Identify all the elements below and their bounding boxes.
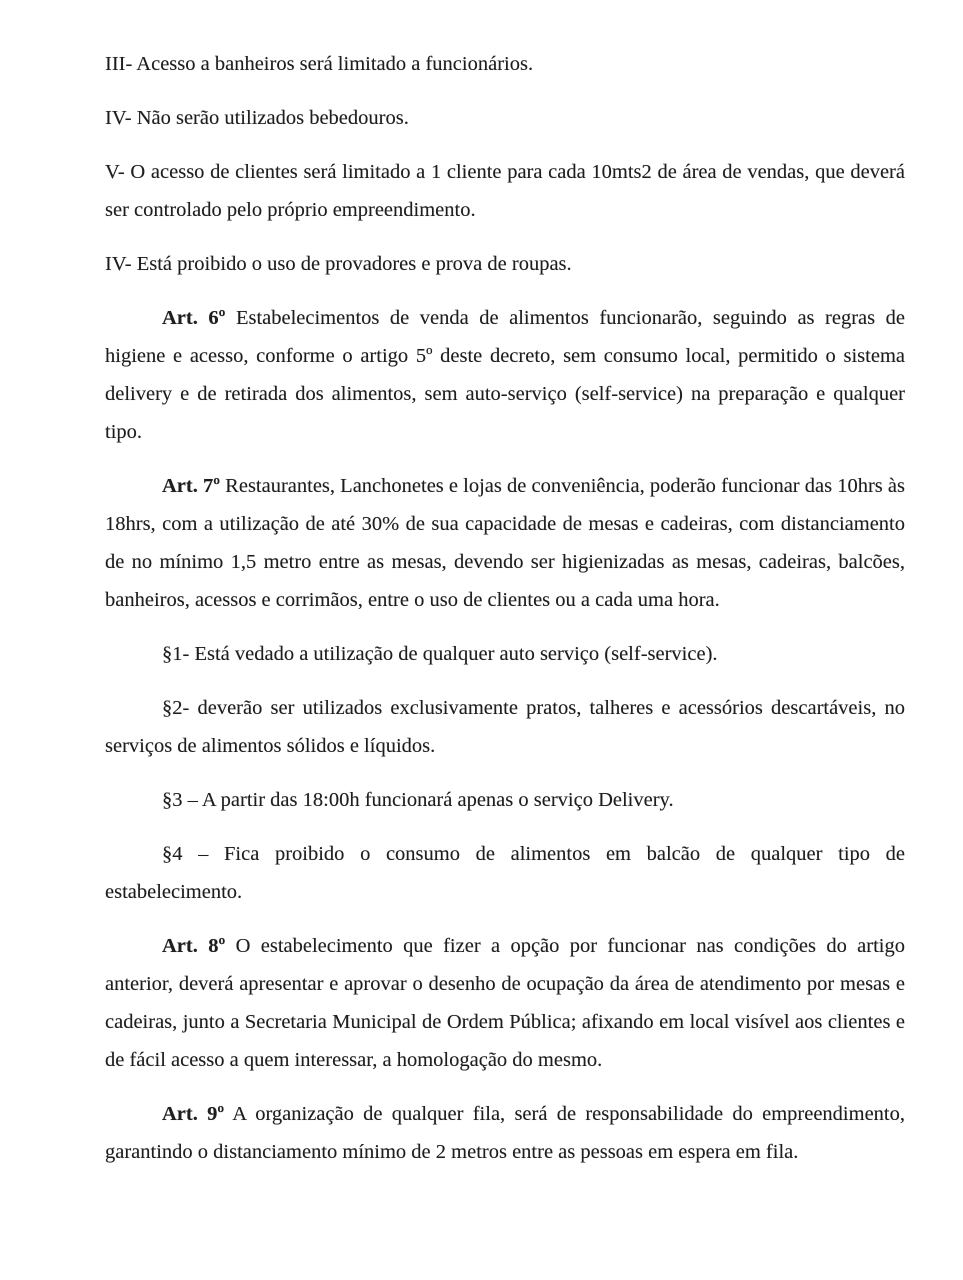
article-9-text: A organização de qualquer fila, será de responsabilidade do empreendimento, garantindo o distanciamento mínimo de 2 metros entre as pessoas em espera em fila.: [105, 1103, 905, 1163]
clause-paragraph-4: [105, 835, 905, 911]
list-item-iii: [105, 45, 905, 83]
document-body: [105, 45, 905, 1171]
list-item-iv-2: [105, 245, 905, 283]
article-7-text: Restaurantes, Lanchonetes e lojas de conveniência, poderão funcionar das 10hrs às 18hrs, com a utilização de até 30% de sua capacidade de mesas e cadeiras, com distanciamento de no mínimo 1,5 metro entre as mesas, devendo ser higienizadas as mesas, cadeiras, balcões, banheiros, acessos e corrimãos, entre o uso de clientes ou a cada uma hora.: [105, 475, 906, 611]
list-item-iv-text: IV- Não serão utilizados bebedouros.: [105, 107, 409, 129]
article-6: [105, 299, 905, 451]
list-item-iv: [105, 99, 905, 137]
article-8-label: Art. 8º: [162, 935, 226, 957]
clause-paragraph-1-text: §1- Está vedado a utilização de qualquer auto serviço (self-service).: [162, 643, 718, 665]
list-item-iv-2-text: IV- Está proibido o uso de provadores e prova de roupas.: [105, 253, 572, 275]
article-8: [105, 927, 905, 1079]
clause-paragraph-3-text: §3 – A partir das 18:00h funcionará apenas o serviço Delivery.: [162, 789, 674, 811]
list-item-v-text: V- O acesso de clientes será limitado a 1 cliente para cada 10mts2 de área de vendas, que deverá ser controlado pelo próprio empreendimento.: [105, 161, 905, 221]
clause-paragraph-1: [105, 635, 905, 673]
article-9: [105, 1095, 905, 1171]
article-8-text: O estabelecimento que fizer a opção por funcionar nas condições do artigo anterior, deverá apresentar e aprovar o desenho de ocupação da área de atendimento por mesas e cadeiras, junto a Secretaria Municipal de Ordem Pública; afixando em local visível aos clientes e de fácil acesso a quem interessar, a homologação do mesmo.: [105, 935, 905, 1071]
article-6-text: Estabelecimentos de venda de alimentos funcionarão, seguindo as regras de higiene e acesso, conforme o artigo 5º deste decreto, sem consumo local, permitido o sistema delivery e de retirada dos alimentos, sem auto-serviço (self-service) na preparação e qualquer tipo.: [105, 307, 906, 443]
clause-paragraph-2: [105, 689, 905, 765]
article-9-label: Art. 9º: [162, 1103, 225, 1125]
article-7: [105, 467, 905, 619]
clause-paragraph-4-text: §4 – Fica proibido o consumo de alimentos em balcão de qualquer tipo de estabelecimento.: [105, 843, 905, 903]
list-item-v: [105, 153, 905, 229]
article-7-label: Art. 7º: [162, 475, 221, 497]
clause-paragraph-2-text: §2- deverão ser utilizados exclusivamente pratos, talheres e acessórios descartáveis, no serviços de alimentos sólidos e líquidos.: [105, 697, 905, 757]
article-6-label: Art. 6º: [162, 307, 226, 329]
list-item-iii-text: III- Acesso a banheiros será limitado a funcionários.: [105, 53, 534, 75]
clause-paragraph-3: [105, 781, 905, 819]
